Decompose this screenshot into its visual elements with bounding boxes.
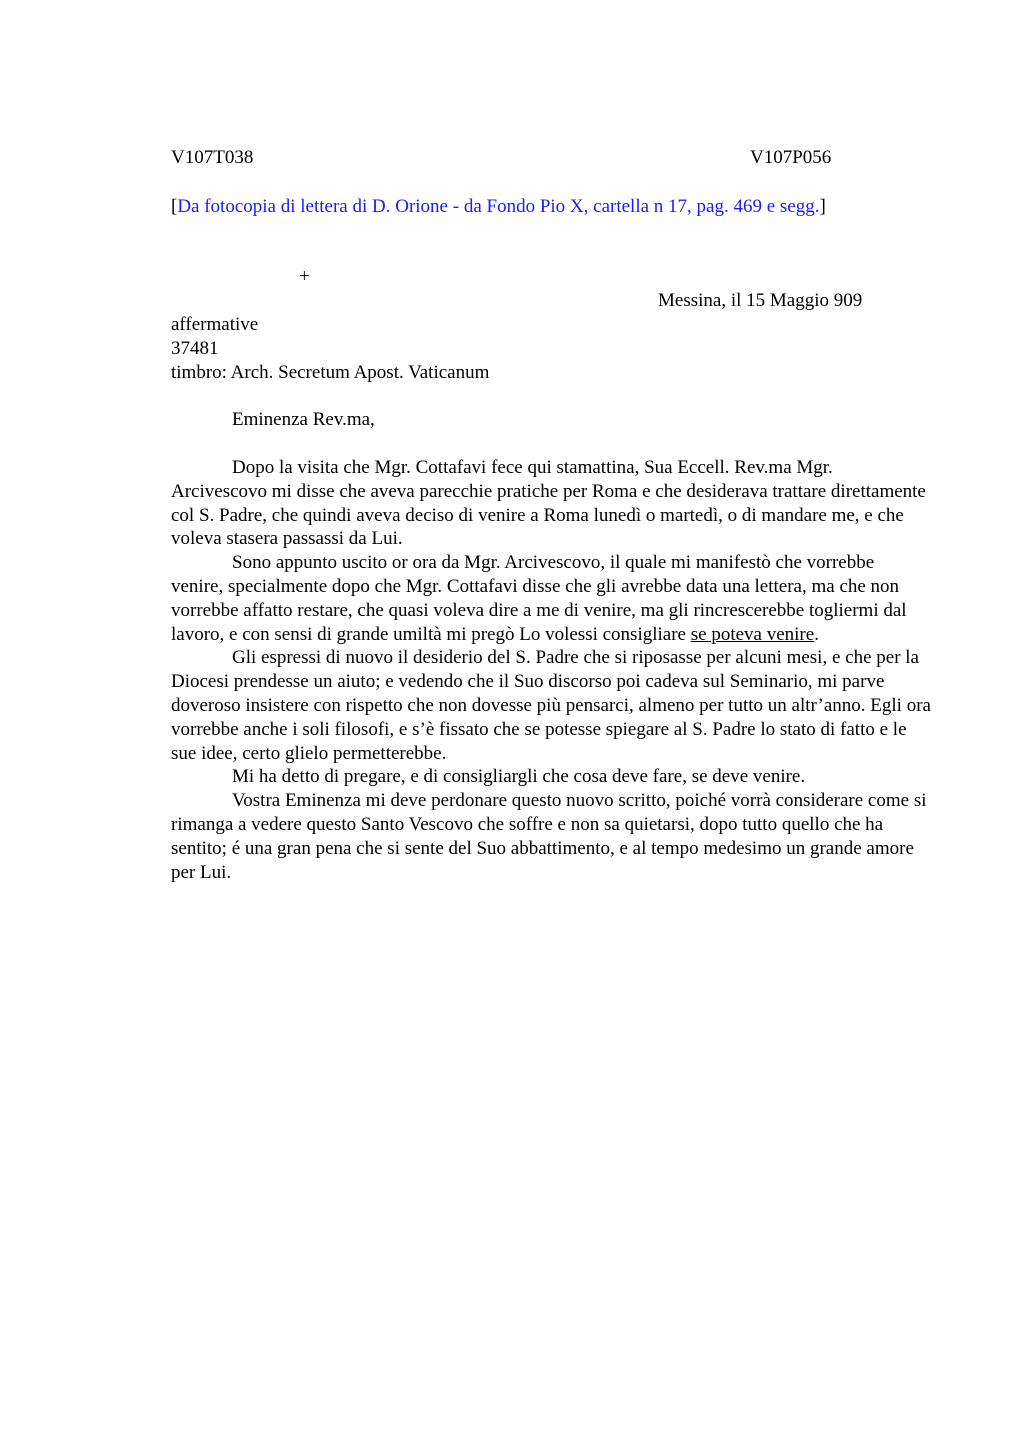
- source-note: [171, 195, 826, 219]
- salutation: Eminenza Rev.ma,: [232, 409, 375, 430]
- paragraph-3: Gli espressi di nuovo il desiderio del S. Padre che si riposasse per alcuni mesi, e che per la Diocesi prendesse un aiuto; e vedendo che il Suo discorso poi cadeva sul Seminario, mi parve doveroso insistere con rispetto che non dovesse più pensarci, almeno per tutto un altr’anno. Egli ora vorrebbe anche i soli filosofi, e s’è fissato che se potesse spiegare al S. Padre lo stato di fatto e le sue idee, certo glielo permetterebbe.: [171, 647, 931, 764]
- annotation-affermative: affermative: [171, 314, 259, 335]
- cross-mark: +: [299, 266, 310, 287]
- source-note-close-bracket: ]: [819, 196, 826, 217]
- document-code-right: V107P056: [750, 147, 832, 168]
- place-date: Messina, il 15 Maggio 909: [658, 290, 863, 311]
- paragraph-4: Mi ha detto di pregare, e di consigliargli che cosa deve fare, se deve venire.: [232, 766, 806, 788]
- document-code-left: V107T038: [171, 147, 254, 168]
- annotation-protocol-number: 37481: [171, 338, 219, 359]
- paragraph-2: [171, 551, 931, 646]
- paragraph-2-end: .: [814, 623, 819, 645]
- letter-body: [171, 456, 931, 884]
- annotation-stamp: timbro: Arch. Secretum Apost. Vaticanum: [171, 362, 490, 383]
- source-note-open-bracket: [: [171, 196, 178, 217]
- source-note-text: Da fotocopia di lettera di D. Orione - da Fondo Pio X, cartella n 17, pag. 469 e segg.: [177, 196, 820, 217]
- paragraph-2-underlined: se poteva venire: [690, 623, 815, 645]
- paragraph-2-text: Sono appunto uscito or ora da Mgr. Arcivescovo, il quale mi manifestò che vorrebbe venire, specialmente dopo che Mgr. Cottafavi disse che gli avrebbe data una lettera, ma che non vorrebbe affatto restare, che quasi voleva dire a me di venire, ma gli rincrescerebbe togliermi dal lavoro, e con sensi di grande umiltà mi pregò Lo volessi consigliare: [171, 552, 907, 645]
- paragraph-1: Dopo la visita che Mgr. Cottafavi fece qui stamattina, Sua Eccell. Rev.ma Mgr. Arcivescovo mi disse che aveva parecchie pratiche per Roma e che desiderava trattare direttamente col S. Padre, che quindi aveva deciso di venire a Roma lunedì o martedì, o di mandare me, e che voleva stasera passassi da Lui.: [171, 457, 926, 550]
- paragraph-5: Vostra Eminenza mi deve perdonare questo nuovo scritto, poiché vorrà considerare come si rimanga a vedere questo Santo Vescovo che soffre e non sa quietarsi, dopo tutto quello che ha sentito; é una gran pena che si sente del Suo abbattimento, e al tempo medesimo un grande amore per Lui.: [171, 790, 927, 883]
